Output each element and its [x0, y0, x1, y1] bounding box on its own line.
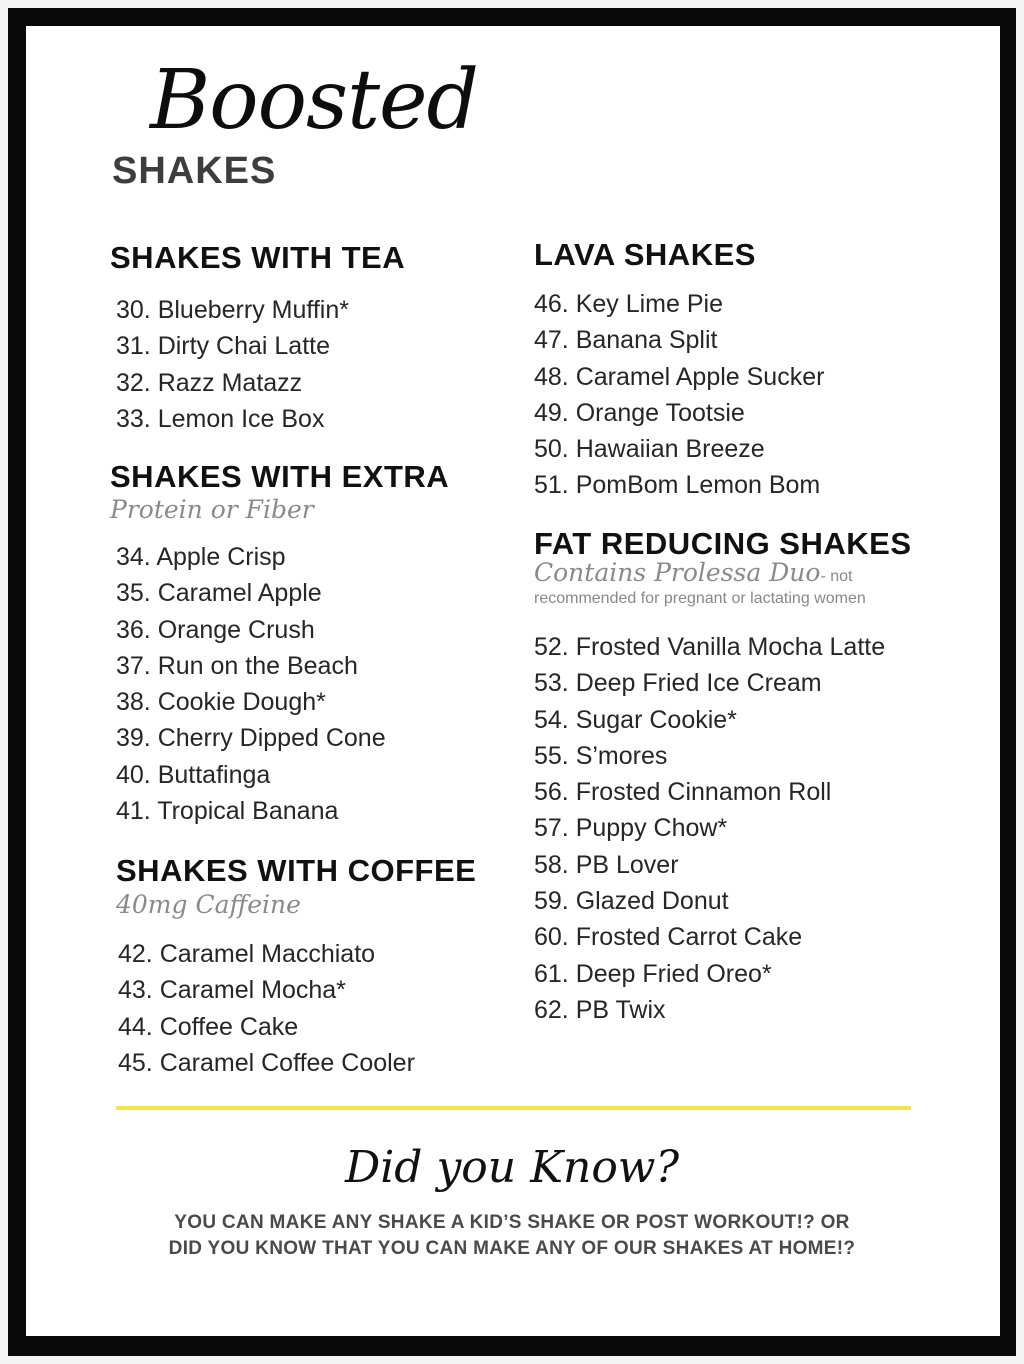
- menu-item: 60. Frosted Carrot Cake: [534, 923, 803, 952]
- menu-item: 39. Cherry Dipped Cone: [116, 724, 386, 753]
- note-line2: recommended for pregnant or lactating women: [534, 590, 866, 607]
- menu-item: 51. PomBom Lemon Bom: [534, 471, 821, 500]
- section-subheading-extra: Protein or Fiber: [110, 495, 314, 524]
- menu-item: 46. Key Lime Pie: [534, 290, 723, 318]
- menu-item: 49. Orange Tootsie: [534, 398, 745, 427]
- menu-item: 57. Puppy Chow*: [534, 814, 728, 843]
- menu-item: 44. Coffee Cake: [118, 1012, 299, 1041]
- menu-item: 58. PB Lover: [534, 850, 679, 879]
- list-fat: [534, 629, 885, 1028]
- did-you-know-heading: Did you Know?: [344, 1142, 680, 1193]
- section-heading-coffee: SHAKES WITH COFFEE: [116, 853, 477, 888]
- menu-item: 32. Razz Matazz: [116, 368, 303, 397]
- footer-line-2: DID YOU KNOW THAT YOU CAN MAKE ANY OF OUR SHAKES AT HOME!?: [168, 1238, 856, 1259]
- prolessa-note: Contains Prolessa Duo: [534, 558, 821, 587]
- menu-item: 62. PB Twix: [534, 995, 666, 1024]
- section-subheading-coffee: 40mg Caffeine: [116, 890, 301, 919]
- menu-item: 38. Cookie Dough*: [116, 688, 326, 717]
- menu-item: 53. Deep Fried Ice Cream: [534, 669, 822, 698]
- menu-item: 34. Apple Crisp: [116, 543, 286, 571]
- menu-item: 33. Lemon Ice Box: [116, 404, 325, 433]
- menu-item: 47. Banana Split: [534, 326, 718, 355]
- menu-item: 52. Frosted Vanilla Mocha Latte: [534, 633, 886, 661]
- menu-item: 61. Deep Fried Oreo*: [534, 959, 772, 988]
- brand-title: Boosted: [150, 53, 479, 148]
- menu-item: 45. Caramel Coffee Cooler: [118, 1048, 415, 1077]
- menu-item: 43. Caramel Mocha*: [118, 976, 346, 1005]
- menu-item: 56. Frosted Cinnamon Roll: [534, 778, 832, 807]
- menu-item: 48. Caramel Apple Sucker: [534, 362, 825, 391]
- list-tea: [116, 292, 349, 437]
- note-text: - not: [820, 568, 853, 585]
- section-note-fat: [534, 558, 866, 610]
- section-heading-extra: SHAKES WITH EXTRA: [110, 459, 450, 494]
- list-coffee: [118, 936, 415, 1081]
- menu-item: 36. Orange Crush: [116, 615, 315, 644]
- yellow-divider: [116, 1106, 911, 1110]
- menu-item: 37. Run on the Beach: [116, 651, 358, 680]
- section-heading-fat: FAT REDUCING SHAKES: [534, 526, 912, 561]
- brand-subtitle: SHAKES: [112, 150, 277, 192]
- menu-item: 35. Caramel Apple: [116, 579, 322, 608]
- footer-text: [0, 1210, 1024, 1262]
- footer-line-1: YOU CAN MAKE ANY SHAKE A KID’S SHAKE OR POST WORKOUT!? OR: [174, 1212, 850, 1233]
- menu-item: 30. Blueberry Muffin*: [116, 296, 349, 324]
- menu-item: 42. Caramel Macchiato: [118, 940, 376, 968]
- menu-item: 40. Buttafinga: [116, 760, 271, 789]
- menu-item: 59. Glazed Donut: [534, 887, 729, 916]
- menu-item: 31. Dirty Chai Latte: [116, 332, 330, 361]
- menu-item: 54. Sugar Cookie*: [534, 705, 737, 734]
- section-heading-tea: SHAKES WITH TEA: [110, 240, 406, 275]
- menu-item: 50. Hawaiian Breeze: [534, 435, 765, 464]
- list-extra: [116, 539, 386, 829]
- menu-item: 55. S’mores: [534, 741, 668, 770]
- section-heading-lava: LAVA SHAKES: [534, 237, 756, 272]
- menu-item: 41. Tropical Banana: [116, 797, 339, 826]
- list-lava: [534, 286, 824, 504]
